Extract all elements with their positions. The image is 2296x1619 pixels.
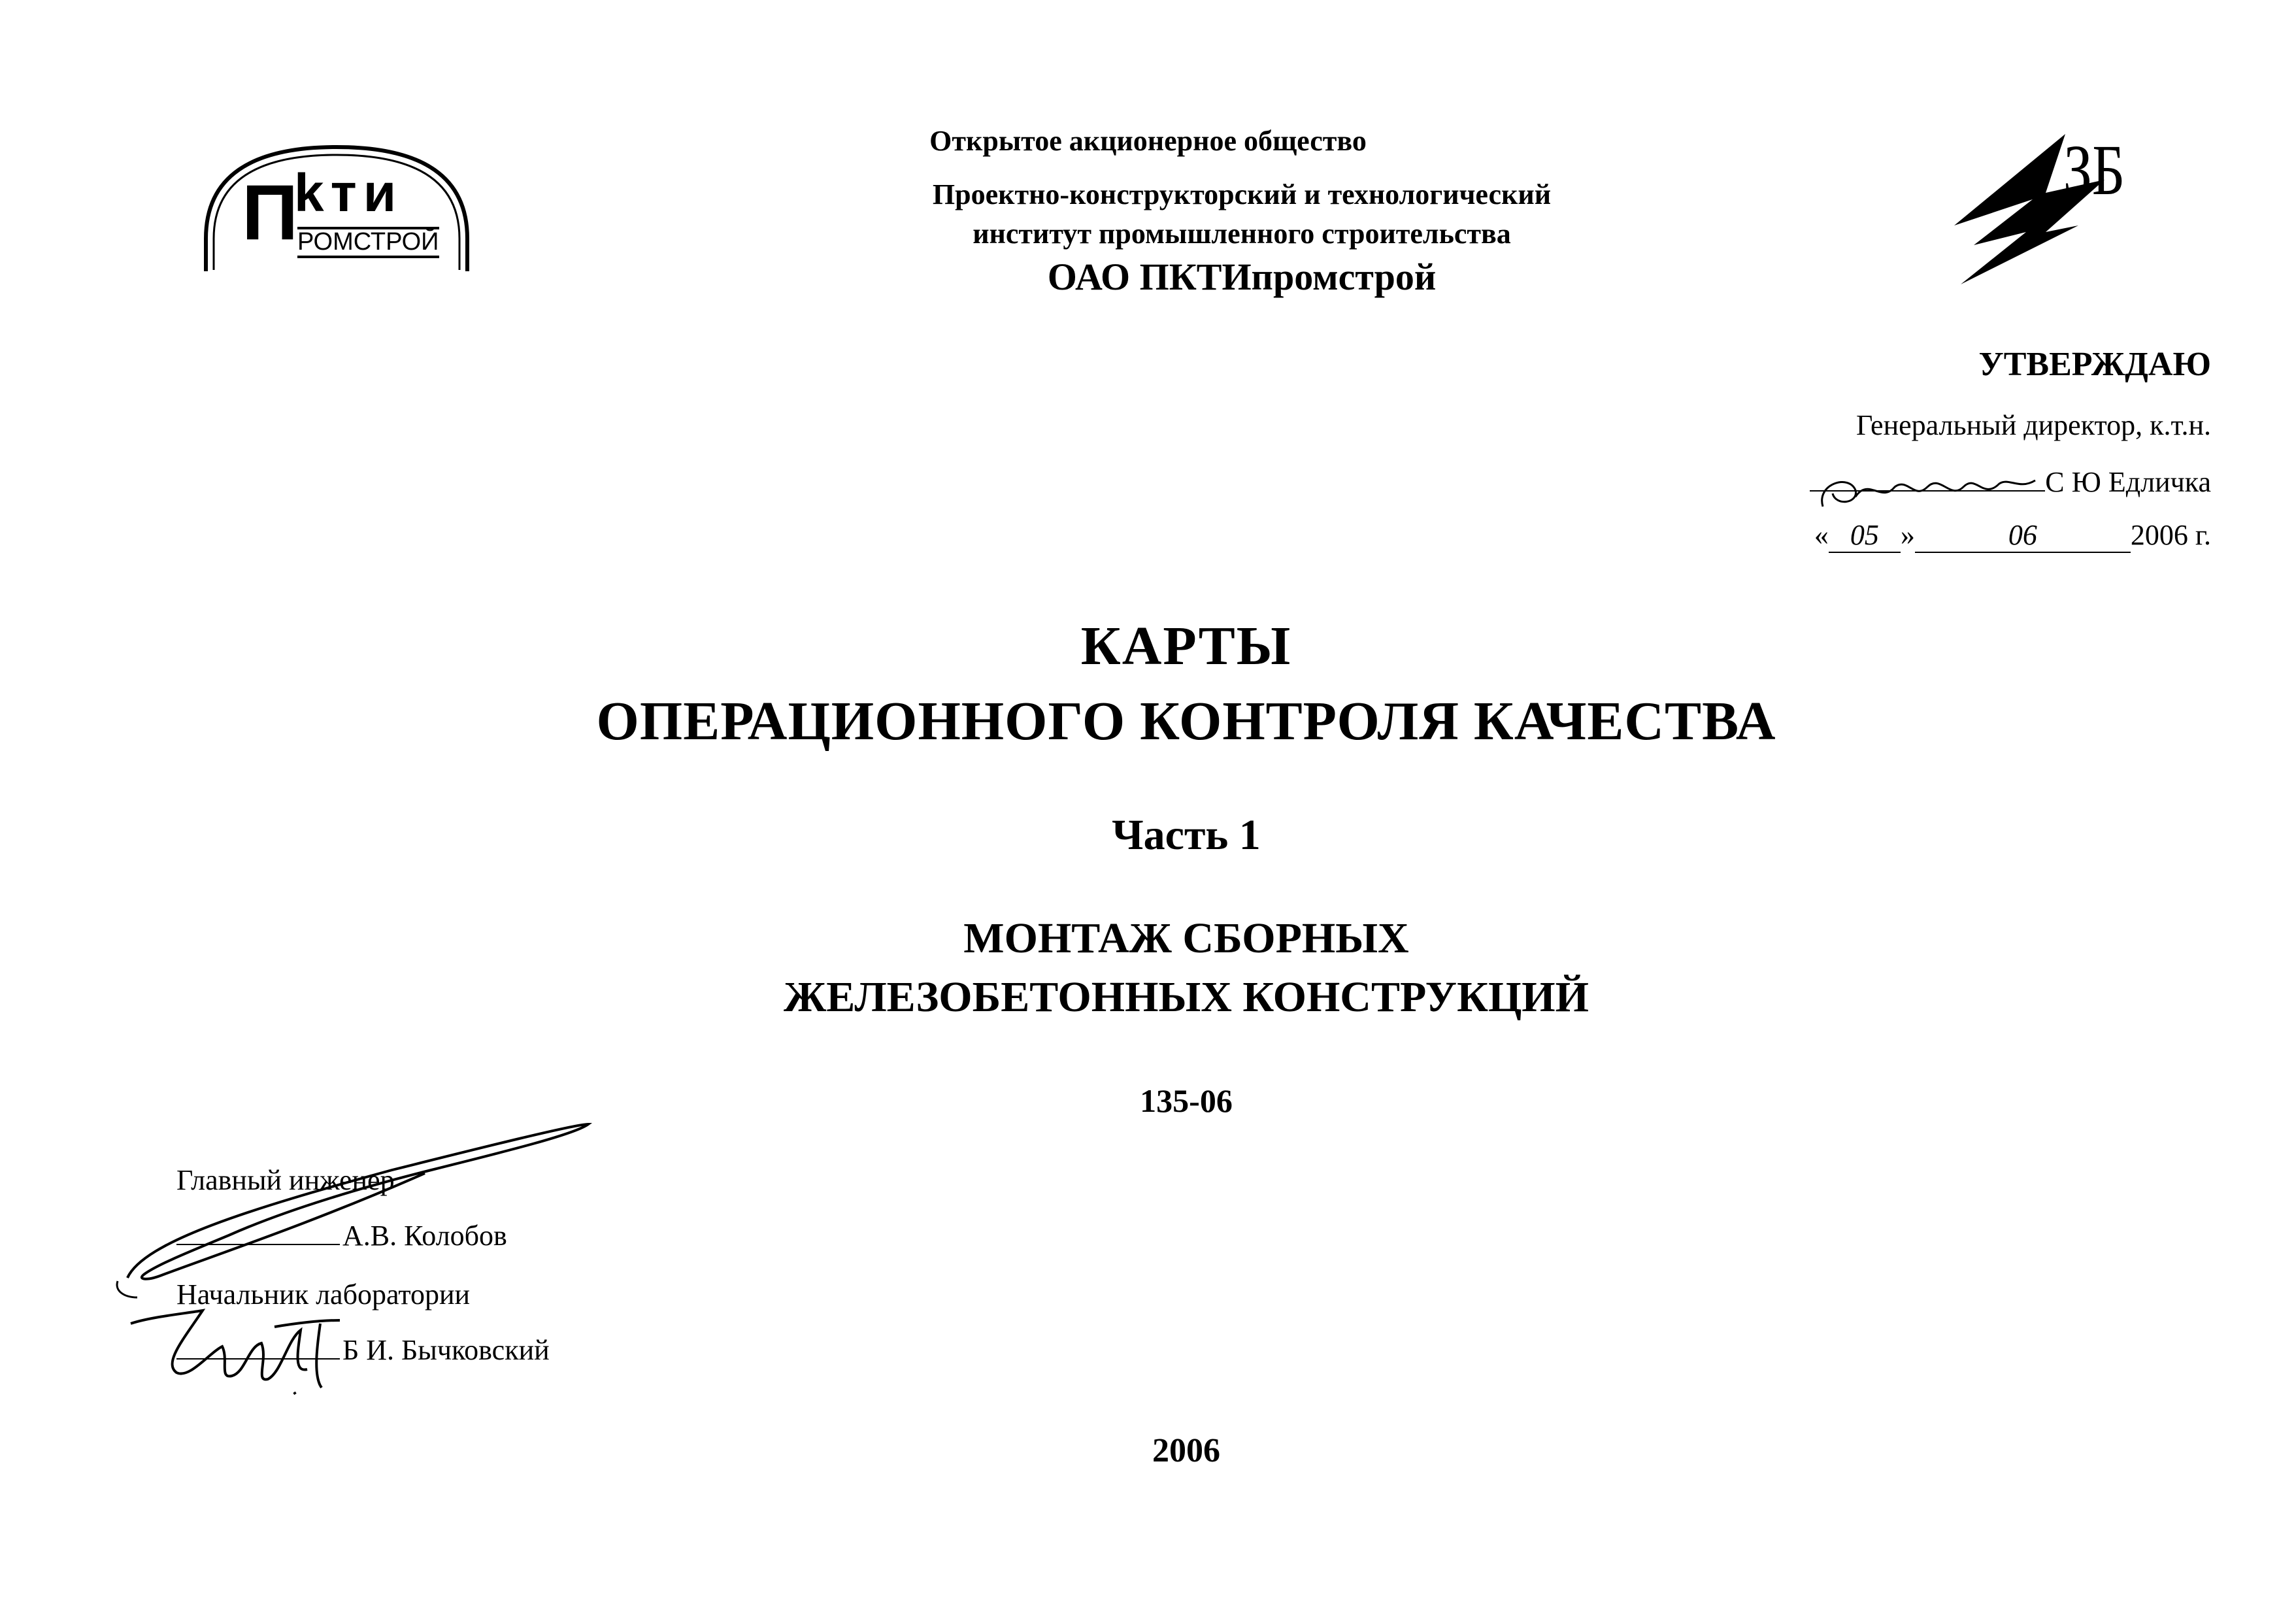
doc-code: 135-06: [1140, 1082, 1233, 1119]
pktipromstroy-logo: [199, 141, 474, 278]
date-month: 06: [1915, 518, 2131, 553]
doc-part: Часть 1: [1112, 811, 1261, 859]
director-name: С Ю Едличка: [2045, 466, 2211, 498]
approval-date: [1814, 518, 2211, 553]
lab-head-title: Начальник лаборатории: [176, 1278, 471, 1310]
approval-name-line: [1810, 465, 2211, 499]
doc-subtitle-line1: МОНТАЖ СБОРНЫХ: [963, 914, 1409, 962]
doc-year: 2006: [1152, 1432, 1220, 1469]
emblem-monogram: ЗБ: [2063, 130, 2125, 210]
org-short-name: ОАО ПКТИпромстрой: [1047, 256, 1437, 298]
logo-underline-text: РОМСТРОЙ: [297, 227, 439, 258]
lab-head-signature: [124, 1301, 399, 1399]
lab-head-name: Б И. Бычковский: [342, 1334, 550, 1366]
logo-small-letters: kти: [294, 163, 403, 223]
doc-title-line2: ОПЕРАЦИОННОГО КОНТРОЛЯ КАЧЕСТВА: [596, 691, 1776, 752]
chief-engineer-title: Главный инженер: [176, 1164, 395, 1196]
date-year: 2006 г.: [2130, 519, 2211, 551]
org-type: Открытое акционерное общество: [929, 125, 1367, 157]
doc-title-line1: КАРТЫ: [1080, 616, 1292, 676]
director-signature-line: [1810, 490, 2045, 492]
date-close-quote: »: [1900, 519, 1915, 551]
logo-big-letter: П: [242, 169, 299, 256]
approval-heading: УТВЕРЖДАЮ: [1978, 346, 2211, 383]
doc-subtitle-line2: ЖЕЛЕЗОБЕТОННЫХ КОНСТРУКЦИЙ: [784, 973, 1589, 1021]
org-full-name-line1: Проектно-конструкторский и технологический: [932, 178, 1552, 210]
org-full-name-line2: институт промышленного строительства: [973, 218, 1511, 250]
date-day: 05: [1829, 518, 1901, 553]
date-open-quote: «: [1814, 519, 1829, 551]
approval-position: Генеральный директор, к.т.н.: [1855, 409, 2211, 441]
chief-engineer-name: А.В. Колобов: [342, 1220, 507, 1252]
director-signature: [1810, 471, 2045, 516]
